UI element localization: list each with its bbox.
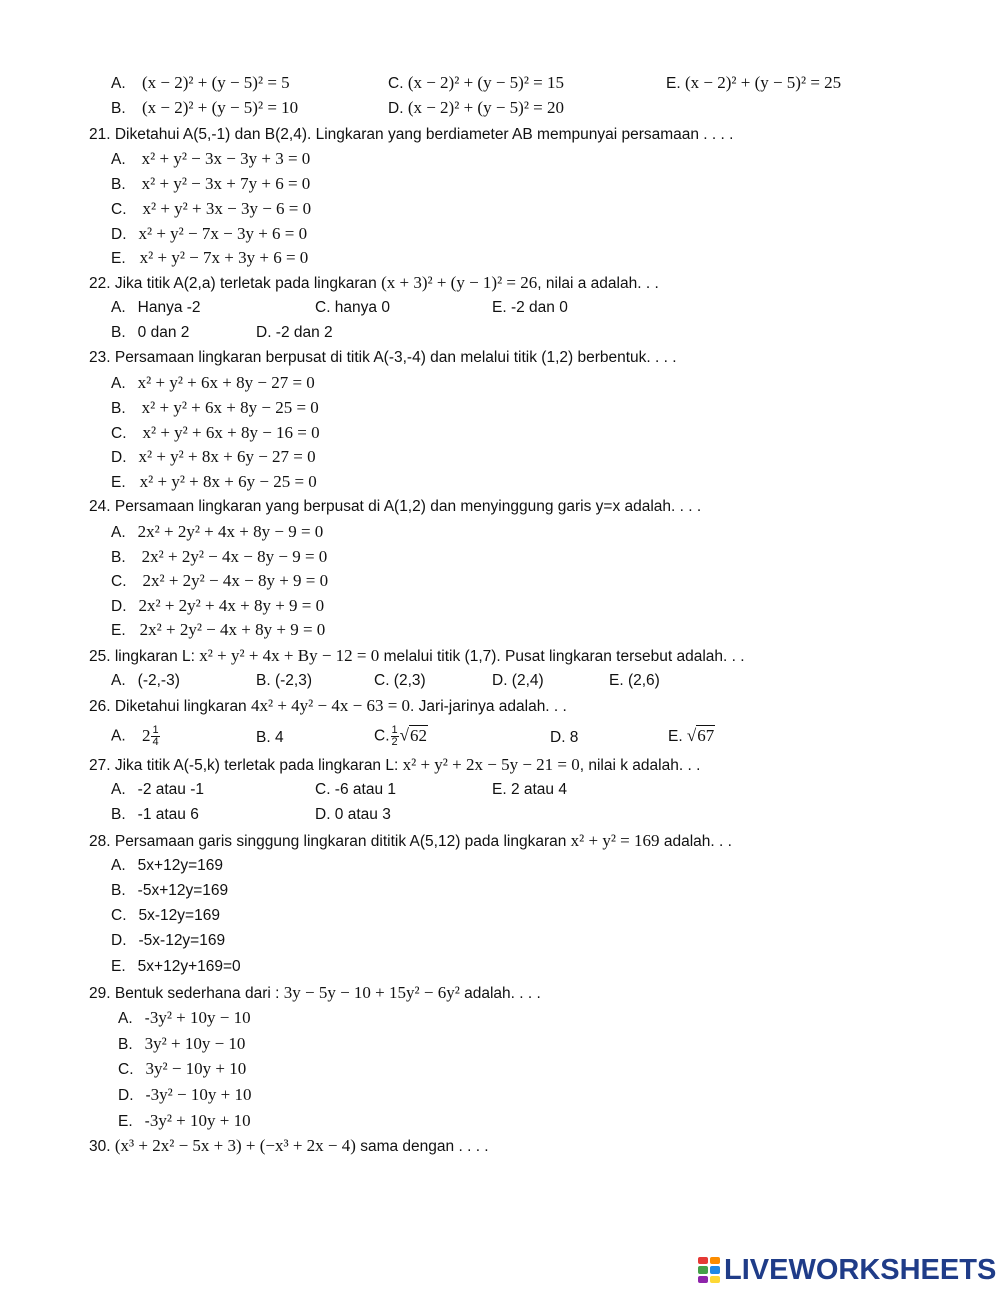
q28-option-c: C. 5x-12y=169	[111, 907, 220, 924]
q20-option-b	[111, 98, 298, 119]
option-letter: E.	[666, 75, 681, 92]
q23-stem: 23. Persamaan lingkaran berpusat di titik A(-3,-4) dan melalui titik (1,2) berbentuk. . . .	[89, 349, 677, 366]
fraction: $\frac{1}{4}$	[152, 724, 159, 748]
q23-option-a: A. x² + y² + 6x + 8y − 27 = 0	[111, 373, 315, 392]
q21-stem: 21. Diketahui A(5,-1) dan B(2,4). Lingkaran yang berdiameter AB mempunyai persamaan . . . .	[89, 126, 734, 143]
q23-option-c: C. x² + y² + 6x + 8y − 16 = 0	[111, 423, 320, 442]
option-letter: A.	[111, 75, 126, 92]
option-letter: C.	[388, 75, 404, 92]
q28-option-b: B. -5x+12y=169	[111, 882, 229, 899]
liveworksheets-logo-icon	[698, 1257, 720, 1283]
q27-option-b: B. -1 atau 6	[111, 806, 199, 823]
q25-option-b: B. (-2,3)	[256, 672, 312, 689]
option-equation: (x − 2)² + (y − 5)² = 5	[141, 73, 290, 92]
q27-option-d: D. 0 atau 3	[315, 806, 391, 823]
q25-option-c: C. (2,3)	[374, 672, 426, 689]
q24-stem: 24. Persamaan lingkaran yang berpusat di A(1,2) dan menyinggung garis y=x adalah. . . .	[89, 498, 702, 515]
q28-stem: 28. Persamaan garis singgung lingkaran dititik A(5,12) pada lingkaran x² + y² = 169 adalah. . .	[89, 831, 732, 850]
q23-option-b: B. x² + y² + 6x + 8y − 25 = 0	[111, 398, 319, 417]
q24-option-c: C. 2x² + 2y² − 4x − 8y + 9 = 0	[111, 571, 329, 590]
option-equation: (x − 2)² + (y − 5)² = 15	[407, 73, 564, 92]
option-letter: D.	[388, 100, 404, 117]
q20-option-c	[388, 73, 564, 94]
q22-option-a: A. Hanya -2	[111, 299, 201, 316]
q26-option-b: B. 4	[256, 729, 284, 746]
q24-option-e: E. 2x² + 2y² − 4x + 8y + 9 = 0	[111, 620, 326, 639]
q25-option-d: D. (2,4)	[492, 672, 544, 689]
q22-option-d: D. -2 dan 2	[256, 324, 333, 341]
q20-option-e	[666, 73, 841, 94]
fraction: $\frac{1}{2}$	[391, 724, 398, 748]
q30-stem: 30. (x³ + 2x² − 5x + 3) + (−x³ + 2x − 4) sama dengan . . . .	[89, 1136, 489, 1155]
q23-option-e: E. x² + y² + 8x + 6y − 25 = 0	[111, 472, 317, 491]
q29-stem: 29. Bentuk sederhana dari : 3y − 5y − 10 + 15y² − 6y² adalah. . . .	[89, 983, 541, 1002]
q22-stem: 22. Jika titik A(2,a) terletak pada lingkaran (x + 3)² + (y − 1)² = 26, nilai a adalah. . .	[89, 273, 659, 292]
q25-option-e: E. (2,6)	[609, 672, 660, 689]
q21-option-a: A. x² + y² − 3x − 3y + 3 = 0	[111, 149, 311, 168]
q29-option-e: E. -3y² + 10y + 10	[118, 1111, 251, 1130]
q24-option-b: B. 2x² + 2y² − 4x − 8y − 9 = 0	[111, 547, 328, 566]
q27-stem: 27. Jika titik A(-5,k) terletak pada lingkaran L: x² + y² + 2x − 5y − 21 = 0, nilai k adalah. . .	[89, 755, 701, 774]
square-root: √62	[399, 725, 427, 745]
q28-option-d: D. -5x-12y=169	[111, 932, 226, 949]
q26-option-d: D. 8	[550, 729, 579, 746]
q22-option-c: C. hanya 0	[315, 299, 390, 316]
option-equation: (x − 2)² + (y − 5)² = 20	[407, 98, 564, 117]
q29-option-b: B. 3y² + 10y − 10	[118, 1034, 246, 1053]
q21-option-c: C. x² + y² + 3x − 3y − 6 = 0	[111, 199, 312, 218]
q27-option-e: E. 2 atau 4	[492, 781, 567, 798]
q20-option-d	[388, 98, 564, 119]
q26-stem: 26. Diketahui lingkaran 4x² + 4y² − 4x − 63 = 0. Jari-jarinya adalah. . .	[89, 696, 567, 715]
q28-option-a: A. 5x+12y=169	[111, 857, 223, 874]
q21-option-e: E. x² + y² − 7x + 3y + 6 = 0	[111, 248, 309, 267]
q27-option-c: C. -6 atau 1	[315, 781, 396, 798]
q21-option-b: B. x² + y² − 3x + 7y + 6 = 0	[111, 174, 311, 193]
brand-name: LIVEWORKSHEETS	[724, 1253, 997, 1286]
q29-option-c: C. 3y² − 10y + 10	[118, 1059, 247, 1078]
q26-option-e: E. √67	[668, 726, 715, 745]
q24-option-d: D. 2x² + 2y² + 4x + 8y + 9 = 0	[111, 596, 325, 615]
liveworksheets-logo	[698, 1254, 996, 1286]
q26-option-c: C. $\frac{1}{2}$ √62	[374, 724, 427, 748]
option-letter: B.	[111, 100, 126, 117]
q29-option-d: D. -3y² − 10y + 10	[118, 1085, 252, 1104]
q22-option-b: B. 0 dan 2	[111, 324, 190, 341]
q25-option-a: A. (-2,-3)	[111, 672, 180, 689]
q23-option-d: D. x² + y² + 8x + 6y − 27 = 0	[111, 447, 316, 466]
option-equation: (x − 2)² + (y − 5)² = 25	[684, 73, 842, 92]
q22-option-e: E. -2 dan 0	[492, 299, 568, 316]
q21-option-d: D. x² + y² − 7x − 3y + 6 = 0	[111, 224, 308, 243]
option-equation: (x − 2)² + (y − 5)² = 10	[141, 98, 299, 117]
q27-option-a: A. -2 atau -1	[111, 781, 205, 798]
q26-option-a: A. 2 $\frac{1}{4}$	[111, 724, 159, 748]
q28-option-e: E. 5x+12y+169=0	[111, 958, 241, 975]
q29-option-a: A. -3y² + 10y − 10	[118, 1008, 251, 1027]
q24-option-a: A. 2x² + 2y² + 4x + 8y − 9 = 0	[111, 522, 324, 541]
square-root: √67	[682, 726, 715, 745]
q20-option-a	[111, 73, 290, 94]
q25-stem: 25. lingkaran L: x² + y² + 4x + By − 12 = 0 melalui titik (1,7). Pusat lingkaran tersebut adalah. . .	[89, 646, 745, 665]
